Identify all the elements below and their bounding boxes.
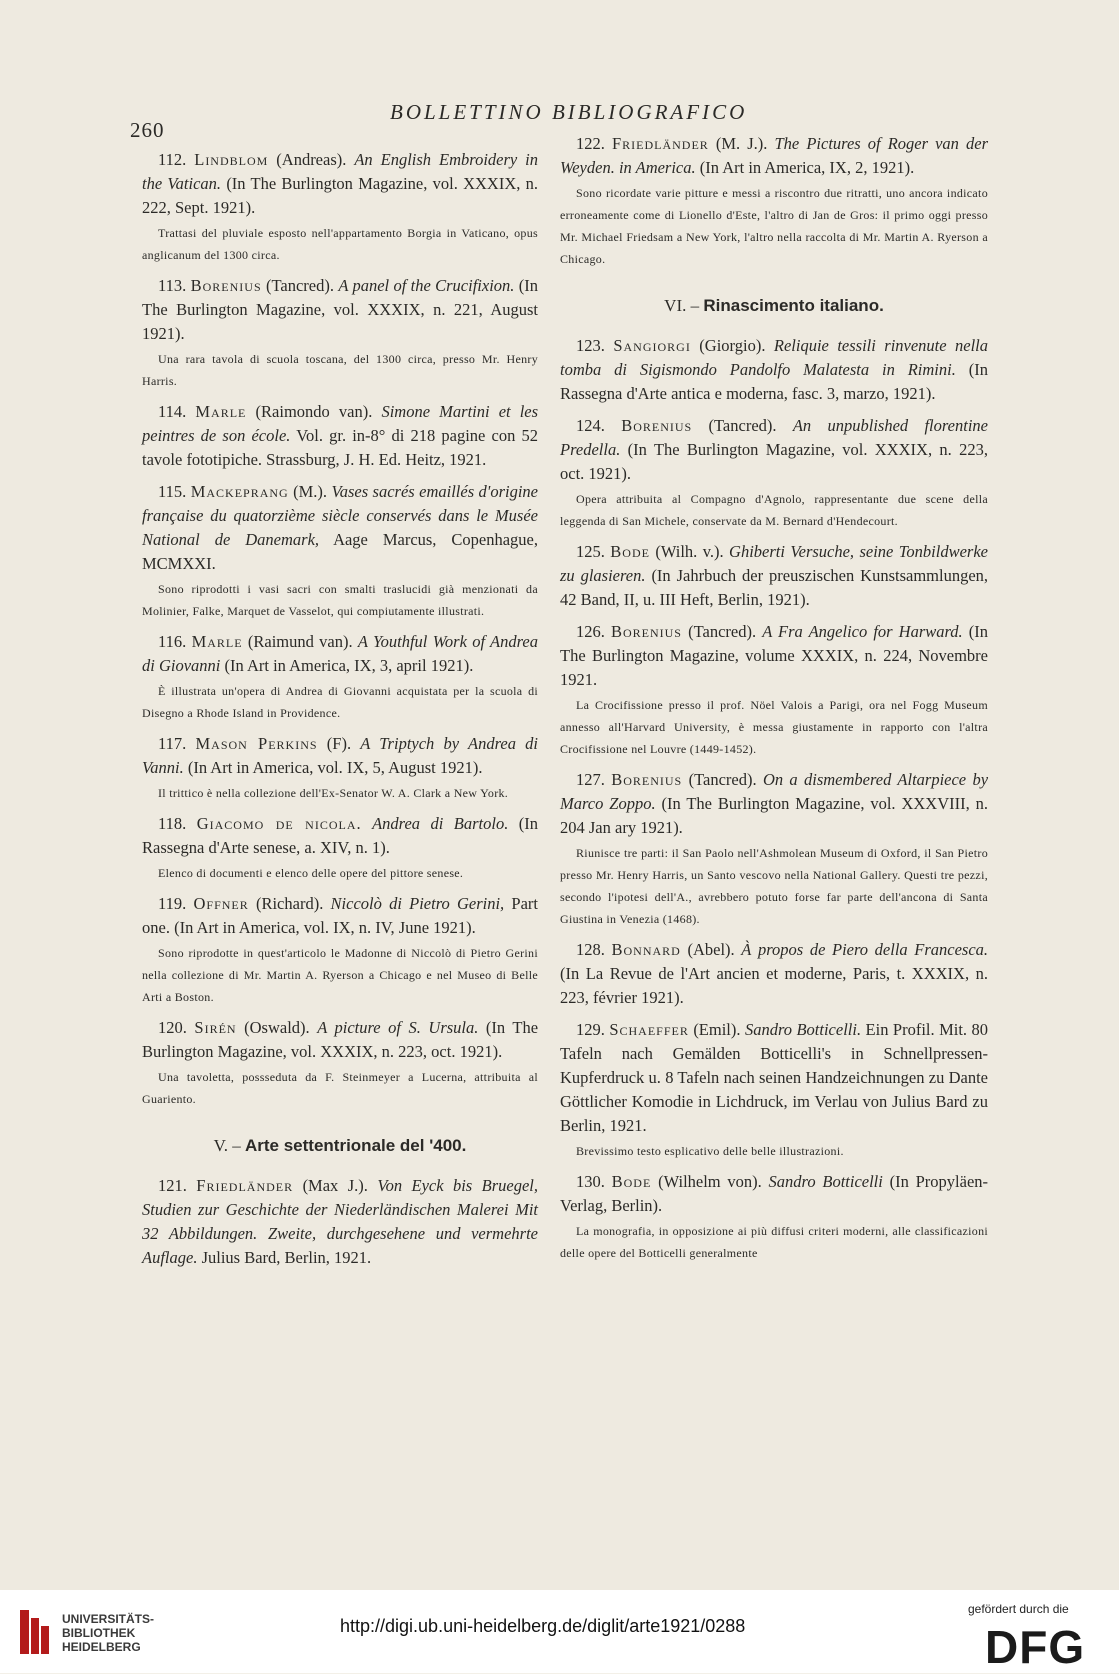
bibliography-entry [142,812,538,884]
entry-number: 118. [158,814,187,833]
funder-caption: gefördert durch die [968,1602,1069,1616]
entry-number: 113. [158,276,187,295]
entry-annotation: Brevissimo testo esplicativo delle belle illustrazioni. [576,1144,844,1158]
entry-citation [560,938,988,1010]
entry-title: A Triptych by Andrea di Vanni. [142,734,539,777]
entry-title: Andrea di Bartolo. [372,814,509,833]
entry-title: Ghiberti Versuche, seine Tonbildwerke zu glasieren. [560,542,988,585]
entry-title: An unpublished florentine Predella. [560,416,988,459]
entry-author: Mackeprang [190,482,289,501]
university-library-name [62,1612,154,1654]
entry-citation [142,630,538,678]
entry-author-given: (Raimondo van). [255,402,373,421]
entry-annotation: Una tavoletta, possseduta da F. Steinmeyer a Lucerna, attribuita al Guariento. [142,1070,538,1106]
section-v-prefix: V. – [213,1136,241,1155]
entry-citation [560,620,988,692]
entry-number: 128. [576,940,605,959]
entry-annotation: Opera attribuita al Compagno d'Agnolo, rappresentante due scene della leggenda di San Michele, conservate da M. Bernard d'Hendecourt. [560,492,988,528]
entry-annotation: La monografia, in opposizione ai più diffusi criteri moderni, alle classificazioni delle opere del Botticelli generalmente [560,1224,988,1260]
bibliography-entry [560,414,988,532]
entry-citation [560,540,988,612]
bibliography-entry [142,1016,538,1110]
entry-annotation: Il trittico è nella collezione dell'Ex-Senator W. A. Clark a New York. [158,786,509,800]
entry-author-given: (Tancred). [688,770,757,789]
entry-title: A Fra Angelico for Harward. [762,622,963,641]
entry-citation [142,274,538,346]
entry-author-given: (Emil). [693,1020,741,1039]
entry-author-given: (Tancred). [265,276,334,295]
entry-number: 119. [158,894,187,913]
entry-author-given: (Richard). [255,894,324,913]
library-line-2: BIBLIOTHEK [62,1626,136,1640]
entry-publication: (In Art in America, vol. IX, 5, August 1921). [187,758,483,777]
entry-citation [142,812,538,860]
entry-publication: Aage Marcus, Copenhague, MCMXXI. [142,530,538,573]
entry-citation [560,334,988,406]
entry-number: 125. [576,542,605,561]
right-column [560,132,988,1272]
entry-author-given: (Max J.). [302,1176,368,1195]
entry-publication: Part one. (In Art in America, vol. IX, n. IV, June 1921). [142,894,538,937]
bibliography-entry [142,630,538,724]
entry-citation [142,1016,538,1064]
entry-number: 115. [158,482,187,501]
section-v-title: Arte settentrionale del '400. [245,1136,467,1155]
entry-number: 117. [158,734,187,753]
entry-author: Friedländer [611,134,709,153]
bibliography-entry [560,620,988,760]
entry-title: Reliquie tessili rinvenute nella tomba di Sigismondo Pandolfo Malatesta in Rimini. [560,336,989,379]
entry-publication: (In Jahrbuch der preuszischen Kunstsammlungen, 42 Band, II, u. III Heft, Berlin, 1921). [560,566,989,609]
bibliography-entry [142,148,538,266]
entry-author-given: (Andreas). [276,150,347,169]
entry-number: 116. [158,632,187,651]
entry-number: 122. [576,134,605,153]
entry-author: Borenius [190,276,262,295]
entry-title: Vases sacrés emaillés d'origine française du quatorzième siècle conservés dans le Musée National de Danemark, [142,482,538,549]
entry-citation [560,1018,988,1138]
entry-title: À propos de Piero della Francesca. [741,940,989,959]
entry-title: An English Embroidery in the Vatican. [142,150,539,193]
entry-author: Friedländer [196,1176,294,1195]
entry-author: Bode [610,542,650,561]
right-entries [560,334,988,1264]
entry-citation [560,1170,988,1218]
entry-author: Lindblom [194,150,269,169]
entry-author: Sangiorgi [613,336,691,355]
entry-title: A Youthful Work of Andrea di Giovanni [142,632,539,675]
entry-author-given: (Wilh. v.). [655,542,724,561]
bibliography-entry [560,334,988,406]
entry-publication: (In Rassegna d'Arte senese, a. XIV, n. 1). [142,814,539,857]
bibliography-entry [142,892,538,1008]
entry-annotation: Sono ricordate varie pitture e messi a riscontro due ritratti, uno ancora indicato erroneamente come di Lionello d'Este, l'altro di Jan de Gros: il primo oggi presso Mr. Michael Friedsam a New York, l'altro nella raccolta di Mr. Martin A. Ryerson a Chicago. [560,186,988,266]
entry-author: Offner [193,894,249,913]
entry-number: 124. [576,416,605,435]
university-library-logo [20,1610,50,1654]
entry-number: 129. [576,1020,605,1039]
entry-number: 121. [158,1176,187,1195]
entry-number: 112. [158,150,187,169]
bibliography-entry [142,274,538,392]
entry-author-given: (Abel). [687,940,735,959]
entry-citation [142,1174,538,1270]
entry-publication: (In The Burlington Magazine, vol. XXXIX, n. 221, August 1921). [142,276,539,343]
entry-author: Borenius [611,770,683,789]
entry-citation [142,892,538,940]
entry-author: Borenius [621,416,693,435]
entry-author-given: (Wilhelm von). [658,1172,762,1191]
entry-publication: (In The Burlington Magazine, vol. XXXVIII, n. 204 Jan ary 1921). [560,794,988,837]
entry-publication: (In Rassegna d'Arte antica e moderna, fasc. 3, marzo, 1921). [560,360,988,403]
entry-annotation: Riunisce tre parti: il San Paolo nell'Ashmolean Museum di Oxford, il San Pietro presso Mr. Henry Harris, un Santo vescovo nella National Gallery. Questi tre pezzi, secondo l'ipotesi dell'A., avrebbero potuto forse far parte dell'ancona di Santa Giustina in Venezia (1468). [560,846,988,926]
entry-number: 114. [158,402,187,421]
entry-author: Schaeffer [609,1020,689,1039]
entry-publication: Julius Bard, Berlin, 1921. [201,1248,372,1267]
entry-publication: Vol. gr. in-8° di 218 pagine con 52 tavole fototipiche. Strassburg, J. H. Ed. Heitz, 1921. [142,426,538,469]
bibliography-entry [142,400,538,472]
entry-annotation: Sono riprodotte in quest'articolo le Madonne di Niccolò di Pietro Gerini nella collezione di Mr. Martin A. Ryerson a Chicago e nel Museo di Belle Arti a Boston. [142,946,538,1004]
entry-title: Sandro Botticelli. [744,1020,862,1039]
entry-number: 120. [158,1018,187,1037]
entry-number: 123. [576,336,605,355]
entry-publication: (In The Burlington Magazine, vol. XXXIX, n. 223, oct. 1921). [560,440,989,483]
entry-publication: (In The Burlington Magazine, volume XXXIX, n. 224, Novembre 1921. [560,622,989,689]
entry-publication: (In La Revue de l'Art ancien et moderne, Paris, t. XXXIX, n. 223, février 1921). [560,964,988,1007]
entry-citation [142,732,538,780]
entry-author-given: (Tancred). [708,416,777,435]
entry-publication: (In Art in America, IX, 3, april 1921). [224,656,474,675]
entry-annotation: Elenco di documenti e elenco delle opere del pittore senese. [158,866,464,880]
footer-bar [0,1590,1119,1673]
entry-annotation: Sono riprodotti i vasi sacri con smalti traslucidi già menzionati da Molinier, Falke, Marquet de Vasselot, qui compiutamente illustrati. [142,582,538,618]
entry-author: Giacomo de nicola. [196,814,362,833]
entry-citation [560,414,988,486]
entry-author-given: (F). [326,734,352,753]
running-title: BOLLETTINO BIBLIOGRAFICO [390,100,748,124]
entry-publication: (In The Burlington Magazine, vol. XXXIX, n. 223, oct. 1921). [142,1018,539,1061]
entry-author: Marle [191,632,243,651]
right-before-entries [560,132,988,270]
entry-author: Marle [195,402,247,421]
entry-number: 127. [576,770,605,789]
library-line-1: UNIVERSITÄTS- [62,1612,155,1626]
entry-publication: (In Propyläen-Verlag, Berlin). [560,1172,989,1215]
entry-annotation: È illustrata un'opera di Andrea di Giovanni acquistata per la scuola di Disegno a Rhode Island in Providence. [142,684,538,720]
entry-publication: (In Art in America, IX, 2, 1921). [699,158,915,177]
bibliography-entry [142,1174,538,1270]
entry-author-given: (M.). [293,482,328,501]
bibliography-entry [560,540,988,612]
section-heading-vi [560,296,988,316]
entry-title: On a dismembered Altarpiece by Marco Zoppo. [560,770,989,813]
permalink-url[interactable]: http://digi.ub.uni-heidelberg.de/diglit/arte1921/0288 [340,1616,746,1636]
entry-annotation: Una rara tavola di scuola toscana, del 1300 circa, presso Mr. Henry Harris. [142,352,538,388]
entry-title: The Pictures of Roger van der Weyden. in America. [560,134,988,177]
entry-author: Bonnard [611,940,681,959]
entry-publication: (In The Burlington Magazine, vol. XXXIX, n. 222, Sept. 1921). [142,174,539,217]
left-column [142,148,538,1278]
entry-annotation: La Crocifissione presso il prof. Nöel Valois a Parigi, ora nel Fogg Museum annesso all'Harvard University, è messa giustamente in rapporto con l'altra Crocifissione nel Louvre (1449-1452). [560,698,988,756]
entry-author: Sirén [194,1018,237,1037]
entry-author-given: (Oswald). [244,1018,310,1037]
entry-annotation: Trattasi del pluviale esposto nell'appartamento Borgia in Vaticano, opus anglicanum del 1300 circa. [142,226,538,262]
entry-title: A panel of the Crucifixion. [338,276,515,295]
left-entries [142,148,538,1110]
entry-title: Simone Martini et les peintres de son école. [142,402,539,445]
section-heading-v [142,1136,538,1156]
section-vi-prefix: VI. – [664,296,700,315]
dfg-logo: DFG [985,1621,1086,1673]
entry-author-given: (M. J.). [715,134,768,153]
entry-author-given: (Tancred). [688,622,757,641]
entry-number: 126. [576,622,605,641]
entry-number: 130. [576,1172,605,1191]
entry-title: Sandro Botticelli [768,1172,883,1191]
entry-author: Borenius [610,622,682,641]
bibliography-entry [560,132,988,270]
entry-title: Niccolò di Pietro Gerini, [330,894,505,913]
bibliography-entry [560,1018,988,1162]
entry-author-given: (Giorgio). [699,336,766,355]
entry-publication: Ein Profil. Mit. 80 Tafeln nach Gemälden Botticelli's in Schnellpressen-Kupferdruck u. 8 Tafeln nach seinen Handzeichnungen zu Dante Göttlicher Komodie in Lichdruck, im Verlau von Julius Bard zu Berlin, 1921. [560,1020,988,1135]
entry-title: A picture of S. Ursula. [317,1018,479,1037]
bibliography-entry [560,938,988,1010]
left-after-entries [142,1174,538,1270]
entry-citation [142,400,538,472]
page-number: 260 [130,118,165,142]
entry-author: Mason Perkins [195,734,318,753]
entry-author-given: (Raimund van). [247,632,353,651]
entry-citation [142,480,538,576]
bibliography-entry [560,1170,988,1264]
entry-title: Von Eyck bis Bruegel, Studien zur Geschichte der Niederländischen Malerei Mit 32 Abbildungen. Zweite, durchgesehene und vermehrte Auflage. [142,1176,538,1267]
entry-author: Bode [611,1172,652,1191]
entry-citation [142,148,538,220]
bibliography-entry [142,480,538,622]
library-line-3: HEIDELBERG [62,1640,141,1654]
section-vi-title: Rinascimento italiano. [703,296,884,315]
entry-citation [560,132,988,180]
entry-citation [560,768,988,840]
bibliography-entry [142,732,538,804]
bibliography-entry [560,768,988,930]
